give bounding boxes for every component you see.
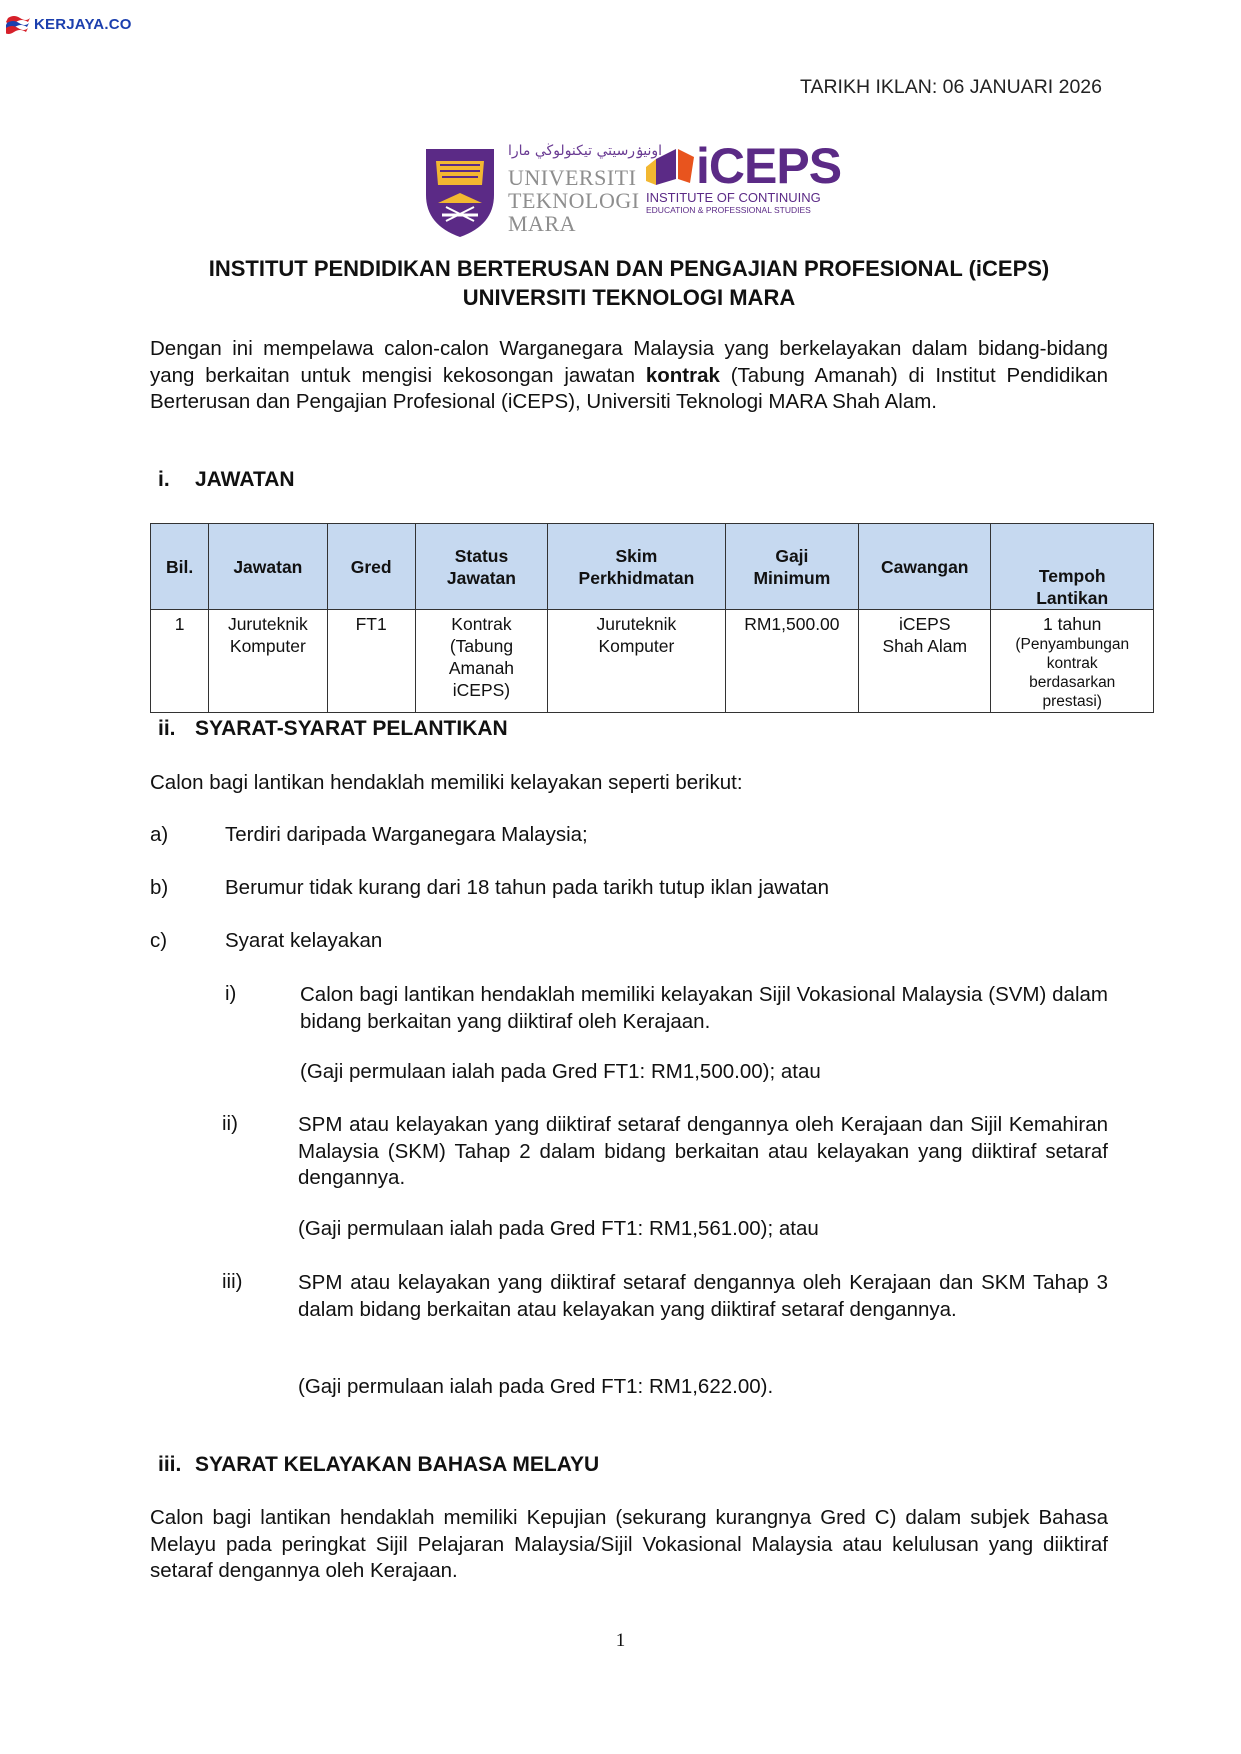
- table-header-row: [151, 524, 1154, 610]
- tempoh-note: (Penyambungan kontrak berdasarkan prestasi): [1015, 636, 1130, 710]
- title-line2: UNIVERSITI TEKNOLOGI MARA: [462, 285, 796, 310]
- tempoh-main: 1 tahun: [1043, 614, 1102, 634]
- cell-jawatan: Juruteknik Komputer: [209, 610, 327, 713]
- qual-3-salary: (Gaji permulaan ialah pada Gred FT1: RM1,622.00).: [298, 1375, 774, 1398]
- table-row: [151, 610, 1154, 713]
- req-b-label: b): [150, 876, 169, 899]
- qual-2-salary: (Gaji permulaan ialah pada Gred FT1: RM1,561.00); atau: [298, 1217, 819, 1240]
- brand-watermark[interactable]: [6, 14, 132, 34]
- req-b-text: Berumur tidak kurang dari 18 tahun pada tarikh tutup iklan jawatan: [225, 876, 829, 899]
- qual-3-text: SPM atau kelayakan yang diiktiraf setaraf dengannya oleh Kerajaan dan SKM Tahap 3 dalam bidang berkaitan atau kelayakan yang diiktiraf setaraf dengannya.: [298, 1271, 1108, 1321]
- header-cawangan: Cawangan: [859, 524, 991, 610]
- section-jawatan-label: JAWATAN: [195, 468, 295, 491]
- cell-skim: Juruteknik Komputer: [548, 610, 726, 713]
- req-a-label: a): [150, 823, 169, 846]
- section-syarat-num: ii.: [158, 717, 176, 740]
- header-status: Status Jawatan: [415, 524, 547, 610]
- req-c-label: c): [150, 929, 168, 952]
- uitm-line1: UNIVERSITI: [508, 165, 637, 190]
- intro-bold: kontrak: [645, 363, 720, 387]
- qual-1-salary: (Gaji permulaan ialah pada Gred FT1: RM1,500.00); atau: [300, 1060, 821, 1083]
- section-bahasa-label: SYARAT KELAYAKAN BAHASA MELAYU: [195, 1453, 600, 1476]
- section-bahasa: [158, 1453, 599, 1477]
- uitm-jawi: اونيۏرسيتي تيكنولوڬي مارا: [508, 143, 663, 159]
- header-bil: Bil.: [151, 524, 209, 610]
- header-tempoh: Tempoh Lantikan: [991, 524, 1154, 610]
- malay-requirement: Calon bagi lantikan hendaklah memiliki Kepujian (sekurang kurangnya Gred C) dalam subjek Bahasa Melayu pada peringkat Sijil Pelajaran Malaysia/Sijil Vokasional Malaysia atau kelulusan yang diiktiraf setaraf dengannya oleh Kerajaan.: [150, 1506, 1108, 1582]
- qual-2-text: SPM atau kelayakan yang diiktiraf setaraf dengannya oleh Kerajaan dan Sijil Kemahiran Malaysia (SKM) Tahap 2 dalam bidang berkaitan atau kelayakan yang diiktiraf setaraf dengannya.: [298, 1113, 1108, 1189]
- qual-1-label: i): [225, 982, 237, 1005]
- req-a-text: Terdiri daripada Warganegara Malaysia;: [225, 823, 588, 846]
- section-jawatan: [158, 468, 295, 492]
- intro-paragraph: [150, 336, 1108, 416]
- cell-cawangan: iCEPS Shah Alam: [859, 610, 991, 713]
- iceps-tag2: EDUCATION & PROFESSIONAL STUDIES: [646, 205, 811, 215]
- logos: [424, 138, 842, 237]
- flag-icon: [6, 14, 30, 34]
- header-skim: Skim Perkhidmatan: [548, 524, 726, 610]
- intro-after: (Tabung Amanah) di Institut Pendidikan Berterusan dan Pengajian Profesional (iCEPS), Universiti Teknologi MARA Shah Alam.: [150, 363, 1108, 413]
- title-line1: INSTITUT PENDIDIKAN BERTERUSAN DAN PENGAJIAN PROFESIONAL (iCEPS): [208, 256, 1050, 281]
- qual-2-label: ii): [222, 1112, 238, 1135]
- header-jawatan: Jawatan: [209, 524, 327, 610]
- header-gaji: Gaji Minimum: [725, 524, 858, 610]
- header-gred: Gred: [327, 524, 415, 610]
- iceps-tag1: INSTITUTE OF CONTINUING: [646, 190, 821, 205]
- qual-1-text: Calon bagi lantikan hendaklah memiliki kelayakan Sijil Vokasional Malaysia (SVM) dalam bidang berkaitan yang diiktiraf oleh Kerajaan.: [300, 983, 1108, 1033]
- intro-before: Dengan ini mempelawa calon-calon Warganegara Malaysia yang berkelayakan dalam bidang-bidang yang berkaitan untuk mengisi kekosongan jawatan: [150, 337, 1108, 387]
- section-jawatan-num: i.: [158, 468, 170, 491]
- iceps-name: iCEPS: [696, 138, 842, 194]
- section-syarat: [158, 717, 508, 741]
- cell-status: Kontrak (Tabung Amanah iCEPS): [415, 610, 547, 713]
- qual-3-label: iii): [222, 1270, 243, 1293]
- brand-name: KERJAYA.CO: [34, 15, 132, 33]
- req-c-text: Syarat kelayakan: [225, 929, 383, 952]
- section-syarat-label: SYARAT-SYARAT PELANTIKAN: [195, 717, 508, 740]
- uitm-line3: MARA: [508, 211, 577, 236]
- cell-gred: FT1: [327, 610, 415, 713]
- requirements-intro: Calon bagi lantikan hendaklah memiliki kelayakan seperti berikut:: [150, 771, 743, 794]
- jobs-table: [150, 523, 1154, 713]
- ad-date: TARIKH IKLAN: 06 JANUARI 2026: [799, 76, 1102, 98]
- page-number: 1: [615, 1630, 626, 1651]
- cell-bil: 1: [151, 610, 209, 713]
- uitm-line2: TEKNOLOGI: [508, 188, 640, 213]
- cell-tempoh: [991, 610, 1154, 713]
- cell-gaji: RM1,500.00: [725, 610, 858, 713]
- section-bahasa-num: iii.: [158, 1453, 182, 1476]
